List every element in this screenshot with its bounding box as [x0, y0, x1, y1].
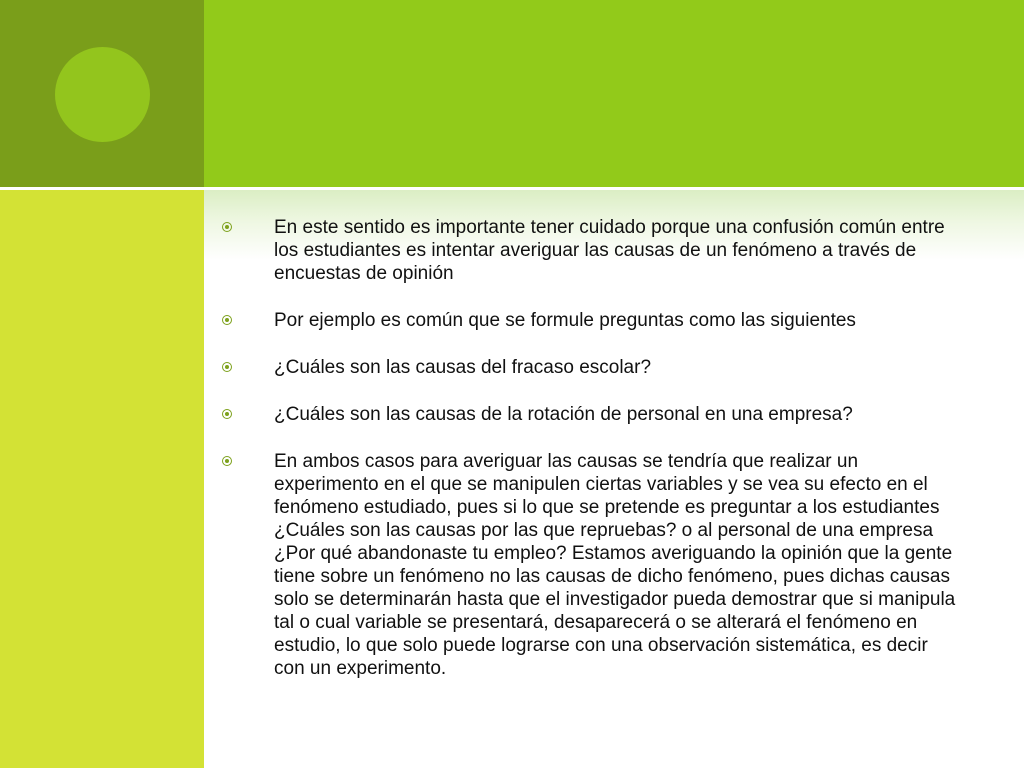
- target-ring-icon: [222, 409, 232, 419]
- header-band: [204, 0, 1024, 187]
- target-ring-icon: [222, 456, 232, 466]
- decorative-circle: [55, 47, 150, 142]
- side-band: [0, 190, 204, 768]
- target-ring-icon: [222, 362, 232, 372]
- bullet-text: Por ejemplo es común que se formule preguntas como las siguientes: [274, 310, 856, 331]
- target-ring-icon: [222, 315, 232, 325]
- bullet-item: [222, 309, 962, 332]
- corner-block: [0, 0, 204, 187]
- bullet-item: [222, 356, 962, 379]
- bullet-item: [222, 403, 962, 426]
- bullet-text: ¿Cuáles son las causas del fracaso escolar?: [274, 357, 652, 378]
- target-ring-icon: [222, 222, 232, 232]
- bullet-list: [222, 216, 962, 704]
- bullet-text: ¿Cuáles son las causas de la rotación de personal en una empresa?: [274, 404, 853, 425]
- bullet-item: [222, 450, 962, 680]
- bullet-text: En este sentido es importante tener cuidado porque una confusión común entre los estudiantes es intentar averiguar las causas de un fenómeno a través de encuestas de opinión: [274, 217, 945, 284]
- bullet-item: [222, 216, 962, 285]
- bullet-text: En ambos casos para averiguar las causas se tendría que realizar un experimento en el que se manipulen ciertas variables y se vea su efecto en el fenómeno estudiado, pues si lo que se pretende es preguntar a los estudiantes ¿Cuáles son las causas por las que repruebas? o al personal de una empresa ¿Por qué abandonaste tu empleo? Estamos averiguando la opinión que la gente tiene sobre un fenómeno no las causas de dicho fenómeno, pues dichas causas solo se determinarán hasta que el investigador pueda demostrar que si manipula tal o cual variable se presentará, desaparecerá o se alterará el fenómeno en estudio, lo que solo puede lograrse con una observación sistemática, es decir con un experimento.: [274, 451, 956, 679]
